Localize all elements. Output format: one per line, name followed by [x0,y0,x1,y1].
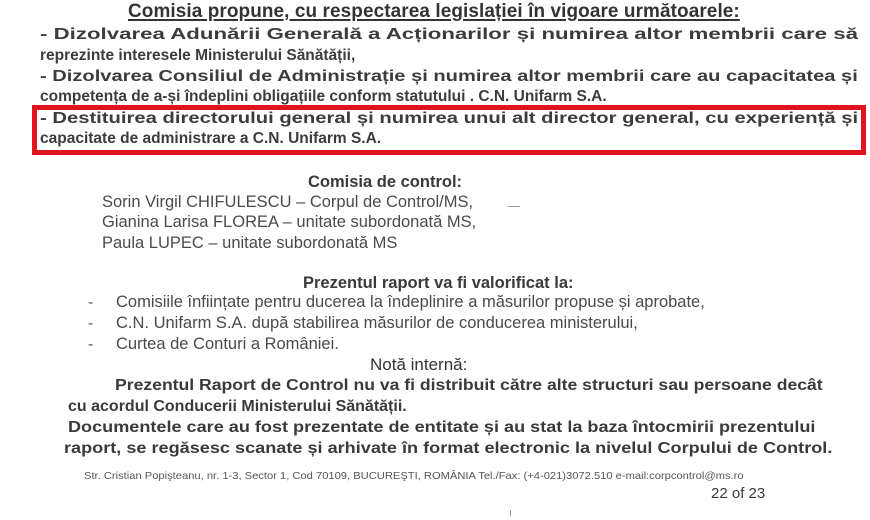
internal-note-paragraph-1-line-2: cu acordul Conducerii Ministerului Sănătății. [68,398,407,415]
proposal-2-line-2: competența de a-și îndeplini obligațiile conform statutului . C.N. Unifarm S.A. [40,88,607,105]
pen-mark [510,510,511,516]
internal-note-paragraph-1-line-1: Prezentul Raport de Control nu va fi distribuit către alte structuri sau persoane decât [115,377,823,394]
commission-title: Comisia de control: [308,173,463,191]
proposal-1-line-2: reprezinte interesele Ministerului Sănătății, [40,47,356,64]
proposal-3-line-2: capacitate de administrare a C.N. Unifarm S.A. [40,130,382,147]
proposals-heading: Comisia propune, cu respectarea legislației în vigoare următoarele: [128,0,740,22]
proposal-2-line-1: - Dizolvarea Consiliul de Administrație și numirea altor membrii care au capacitatea și [40,68,858,85]
page-number: 22 of 23 [711,485,766,502]
commission-member: Sorin Virgil CHIFULESCU – Corpul de Control/MS, [102,193,474,211]
footer-address: Str. Cristian Popişteanu, nr. 1-3, Sector 1, Cod 70109, BUCUREŞTI, ROMÂNIA Tel./Fax: (+4-021)3072.510 e-mail:corpcontrol@ms.ro [84,470,744,482]
bullet-dash: - [88,336,94,353]
bullet-dash: - [88,315,94,332]
valorification-item: C.N. Unifarm S.A. după stabilirea măsurilor de conducerea ministerului, [116,314,638,332]
proposal-3-line-1: - Destituirea directorului general și numirea unui alt director general, cu experiență și [40,110,859,127]
pen-mark [508,206,520,207]
commission-member: Gianina Larisa FLOREA – unitate subordonată MS, [102,213,477,231]
commission-member: Paula LUPEC – unitate subordonată MS [102,234,398,252]
valorification-item: Comisiile înființate pentru ducerea la îndeplinire a măsurilor propuse și aprobate, [116,293,705,311]
valorification-item: Curtea de Conturi a României. [116,335,339,353]
internal-note-paragraph-2-line-1: Documentele care au fost prezentate de entitate și au stat la baza întocmirii prezentului [68,419,816,436]
internal-note-paragraph-2-line-2: raport, se regăsesc scanate și arhivate în format electronic la nivelul Corpului de Control. [64,440,833,457]
proposal-1-line-1: - Dizolvarea Adunării Generală a Acționarilor și numirea altor membrii care să [40,26,858,43]
bullet-dash: - [88,294,94,311]
internal-note-title: Notă internă: [370,355,468,374]
valorification-title: Prezentul raport va fi valorificat la: [303,274,574,292]
